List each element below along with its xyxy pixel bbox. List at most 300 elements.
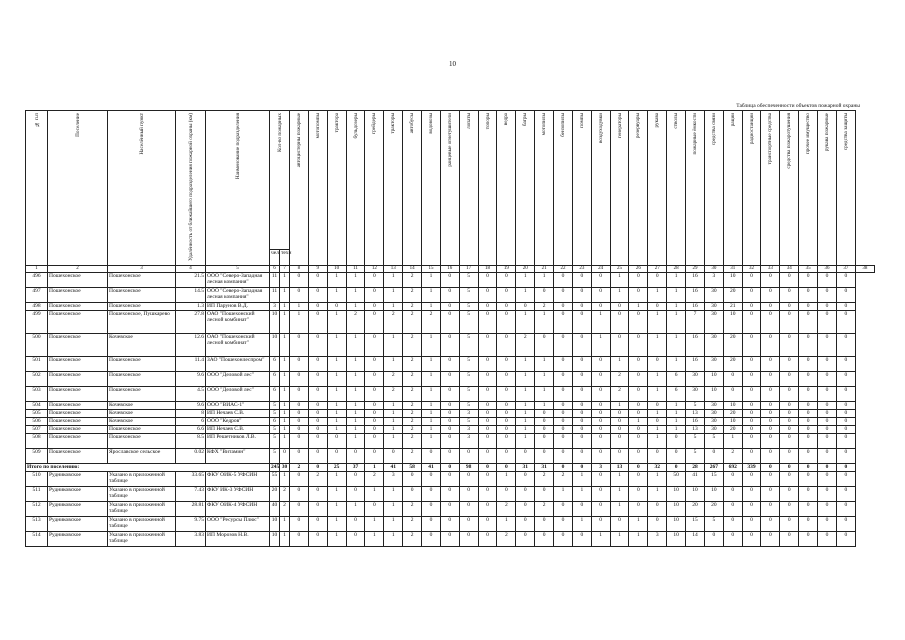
row-value: 16	[686, 417, 705, 425]
column-index: 1	[26, 265, 48, 272]
row-value: 2	[554, 471, 573, 486]
row-distance: 3.83	[176, 531, 206, 546]
total-value: 0	[572, 463, 591, 471]
row-value: 1	[346, 386, 365, 401]
row-locality: Пошехонское	[108, 272, 176, 287]
row-value: 0	[440, 287, 459, 302]
row-value: 20	[270, 486, 280, 501]
row-value: 0	[365, 356, 384, 371]
row-value: 0	[836, 356, 855, 371]
row-value: 0	[836, 302, 855, 310]
row-value: 0	[572, 448, 591, 463]
header-equipment: мотопилы	[535, 111, 554, 266]
row-value: 2	[403, 501, 422, 516]
row-value: 0	[629, 501, 648, 516]
row-locality: Указано в приложенной таблице	[108, 516, 176, 531]
row-value: 0	[554, 417, 573, 425]
row-settlement: Рудниковское	[48, 471, 108, 486]
header-equipment: стволы	[667, 111, 686, 266]
table-row	[26, 471, 875, 486]
column-index: 12	[365, 265, 384, 272]
row-value: 0	[780, 417, 799, 425]
row-value: 0	[667, 433, 686, 448]
row-value: 0	[497, 386, 516, 401]
row-value: 0	[440, 425, 459, 433]
row-number: 507	[26, 425, 48, 433]
total-value: 0	[836, 463, 855, 471]
row-value: 0	[591, 302, 610, 310]
row-value: 0	[780, 287, 799, 302]
row-value: 1	[422, 433, 441, 448]
row-organization: ООО "Северо-Западная лесная компания"	[206, 272, 270, 287]
row-value: 0	[497, 409, 516, 417]
row-value: 10	[270, 333, 280, 356]
column-index: 9	[308, 265, 327, 272]
row-value: 0	[799, 433, 818, 448]
row-value: 0	[761, 333, 780, 356]
row-value: 20	[723, 287, 742, 302]
row-value: 0	[818, 333, 837, 356]
row-value: 1	[516, 386, 535, 401]
row-value: 1	[422, 401, 441, 409]
row-value: 1	[280, 302, 290, 310]
row-value: 1	[422, 386, 441, 401]
row-number: 503	[26, 386, 48, 401]
total-value: 13	[610, 463, 629, 471]
row-value: 21	[723, 302, 742, 310]
row-value: 0	[648, 302, 667, 310]
row-value: 1	[327, 531, 346, 546]
row-value: 0	[742, 356, 761, 371]
row-value: 0	[761, 417, 780, 425]
fire-equipment-table	[25, 110, 875, 547]
column-index: 26	[629, 265, 648, 272]
row-value: 1	[554, 486, 573, 501]
column-index: 37	[836, 265, 855, 272]
header-equipment: трактора	[327, 111, 346, 266]
row-value: 0	[836, 401, 855, 409]
header-equipment: средства связи	[704, 111, 723, 266]
row-value: 0	[422, 486, 441, 501]
row-value: 1	[346, 371, 365, 386]
row-value: 0	[742, 417, 761, 425]
row-value: 1	[648, 287, 667, 302]
row-value: 0	[629, 448, 648, 463]
row-organization: ФКУ ОИК-5 УФСИН	[206, 471, 270, 486]
row-value: 1	[516, 371, 535, 386]
row-value: 1	[422, 333, 441, 356]
row-value: 0	[327, 448, 346, 463]
row-value: 0	[780, 310, 799, 333]
total-value: 2	[290, 463, 309, 471]
row-value: 1	[327, 356, 346, 371]
row-value: 1	[422, 356, 441, 371]
total-value: 0	[667, 463, 686, 471]
row-value: 0	[572, 417, 591, 425]
row-number: 508	[26, 433, 48, 448]
row-value: 0	[403, 486, 422, 501]
row-value: 0	[742, 486, 761, 501]
row-value: 0	[761, 486, 780, 501]
column-index: 10	[327, 265, 346, 272]
row-value: 0	[591, 272, 610, 287]
row-value: 0	[723, 371, 742, 386]
row-number: 502	[26, 371, 48, 386]
row-value: 0	[629, 471, 648, 486]
row-value: 0	[648, 417, 667, 425]
row-value: 1	[422, 272, 441, 287]
row-value: 1	[610, 272, 629, 287]
row-value: 0	[516, 471, 535, 486]
total-value: 31	[516, 463, 535, 471]
header-equipment: воздуходувки	[591, 111, 610, 266]
total-value: 339	[742, 463, 761, 471]
row-value: 1	[365, 531, 384, 546]
row-value: 0	[818, 287, 837, 302]
row-value: 1	[327, 425, 346, 433]
header-equipment: рукава пожарные	[818, 111, 837, 266]
row-value: 5	[459, 310, 478, 333]
row-value: 1	[365, 486, 384, 501]
row-value: 0	[290, 425, 309, 433]
total-value: 41	[384, 463, 403, 471]
row-value: 0	[780, 486, 799, 501]
row-value: 0	[648, 272, 667, 287]
column-index: 23	[572, 265, 591, 272]
row-value: 0	[723, 386, 742, 401]
row-value: 1	[516, 356, 535, 371]
row-value: 1	[422, 371, 441, 386]
column-index: 36	[818, 265, 837, 272]
row-value: 0	[761, 401, 780, 409]
total-value: 0	[761, 463, 780, 471]
row-distance: 6	[176, 417, 206, 425]
row-value: 0	[799, 448, 818, 463]
row-value: 1	[610, 401, 629, 409]
row-value: 2	[403, 386, 422, 401]
row-value: 5	[686, 433, 705, 448]
row-distance: 9.6	[176, 401, 206, 409]
row-value: 0	[440, 333, 459, 356]
row-value: 0	[478, 486, 497, 501]
row-number: 510	[26, 471, 48, 486]
row-value: 0	[780, 531, 799, 546]
row-value: 0	[346, 531, 365, 546]
row-value: 0	[497, 425, 516, 433]
row-value: 0	[308, 433, 327, 448]
row-value: 0	[535, 409, 554, 417]
row-value: 10	[667, 501, 686, 516]
row-value: 5	[270, 401, 280, 409]
row-value: 0	[742, 287, 761, 302]
row-value: 0	[591, 409, 610, 417]
total-value: 98	[459, 463, 478, 471]
table-row	[26, 409, 875, 417]
row-value: 0	[591, 287, 610, 302]
row-value: 0	[497, 310, 516, 333]
row-value: 0	[818, 486, 837, 501]
row-value: 2	[497, 531, 516, 546]
row-value: 0	[497, 433, 516, 448]
row-value: 1	[346, 272, 365, 287]
row-value: 30	[704, 302, 723, 310]
row-value: 0	[610, 516, 629, 531]
row-value: 2	[280, 501, 290, 516]
row-value: 0	[591, 516, 610, 531]
row-value: 5	[270, 409, 280, 417]
row-value: 1	[280, 471, 290, 486]
row-value: 15	[704, 471, 723, 486]
row-value: 0	[780, 272, 799, 287]
row-value: 1	[422, 417, 441, 425]
row-value: 0	[535, 448, 554, 463]
row-value: 0	[723, 531, 742, 546]
row-value: 1	[516, 417, 535, 425]
row-value: 1	[422, 409, 441, 417]
row-settlement: Пошехонское	[48, 302, 108, 310]
row-value: 2	[403, 272, 422, 287]
row-value: 0	[836, 471, 855, 486]
row-value: 1	[346, 287, 365, 302]
row-value: 0	[554, 531, 573, 546]
row-value: 0	[290, 333, 309, 356]
row-value: 0	[290, 272, 309, 287]
row-organization: ООО "Северо-Западная лесная компания"	[206, 287, 270, 302]
row-value: 0	[742, 448, 761, 463]
row-value: 0	[818, 302, 837, 310]
column-index: 3	[108, 265, 176, 272]
row-value: 41	[686, 471, 705, 486]
row-value: 0	[497, 302, 516, 310]
row-value: 1	[280, 425, 290, 433]
row-value: 5	[459, 302, 478, 310]
column-index: 5	[206, 265, 270, 272]
row-distance: 28.81	[176, 501, 206, 516]
row-value: 0	[554, 356, 573, 371]
row-settlement: Рудниковское	[48, 501, 108, 516]
row-value: 0	[818, 356, 837, 371]
total-value: 0	[780, 463, 799, 471]
row-value: 0	[478, 409, 497, 417]
row-value: 1	[516, 310, 535, 333]
row-value: 0	[440, 516, 459, 531]
column-index: 2	[48, 265, 108, 272]
row-value: 1	[280, 386, 290, 401]
row-value: 0	[459, 531, 478, 546]
row-value: 0	[572, 425, 591, 433]
table-row	[26, 417, 875, 425]
row-value: 1	[516, 433, 535, 448]
row-value: 30	[704, 409, 723, 417]
row-value: 0	[836, 501, 855, 516]
row-value: 0	[327, 433, 346, 448]
row-value: 0	[723, 471, 742, 486]
row-value: 0	[836, 531, 855, 546]
row-value: 0	[497, 287, 516, 302]
row-locality: Кочевское	[108, 417, 176, 425]
column-index: 27	[648, 265, 667, 272]
row-value: 0	[308, 409, 327, 417]
row-distance: 4.5	[176, 386, 206, 401]
table-row	[26, 302, 875, 310]
row-locality: Кочевское	[108, 401, 176, 409]
row-value: 55	[270, 471, 280, 486]
row-value: 2	[403, 417, 422, 425]
row-number: 501	[26, 356, 48, 371]
row-value: 0	[308, 516, 327, 531]
row-value: 0	[478, 417, 497, 425]
row-value: 1	[384, 531, 403, 546]
row-value: 0	[799, 333, 818, 356]
row-value: 1	[280, 333, 290, 356]
row-value: 0	[591, 401, 610, 409]
row-value: 0	[818, 425, 837, 433]
header-equipment: автоцистерны пожарные	[290, 111, 309, 266]
row-value: 1	[280, 371, 290, 386]
row-value: 6	[270, 386, 280, 401]
row-value: 0	[780, 471, 799, 486]
row-value: 30	[704, 425, 723, 433]
row-value: 6	[270, 417, 280, 425]
row-organization: ФКУ ОИК-4 УФСИН	[206, 501, 270, 516]
row-value: 0	[610, 425, 629, 433]
row-value: 0	[836, 425, 855, 433]
row-value: 16	[686, 272, 705, 287]
row-value: 0	[629, 356, 648, 371]
row-value: 1	[384, 333, 403, 356]
row-settlement: Пошехонское	[48, 371, 108, 386]
row-value: 0	[290, 417, 309, 425]
row-value: 1	[280, 417, 290, 425]
column-index: 35	[799, 265, 818, 272]
header-equipment: ранцевые огнетушители	[440, 111, 459, 266]
row-value: 1	[327, 501, 346, 516]
row-value: 1	[535, 356, 554, 371]
row-distance: 6.6	[176, 425, 206, 433]
row-value: 1	[384, 409, 403, 417]
row-value: 0	[648, 401, 667, 409]
row-value: 5	[459, 401, 478, 409]
row-value: 0	[799, 486, 818, 501]
row-value: 0	[365, 425, 384, 433]
row-value: 0	[799, 471, 818, 486]
total-value: 28	[686, 463, 705, 471]
column-index: 11	[346, 265, 365, 272]
row-value: 0	[799, 401, 818, 409]
row-value: 0	[554, 516, 573, 531]
column-index: 28	[667, 265, 686, 272]
row-value: 5	[459, 386, 478, 401]
row-value: 0	[723, 486, 742, 501]
row-value: 2	[403, 425, 422, 433]
row-value: 0	[554, 501, 573, 516]
row-locality: Пошехонское	[108, 433, 176, 448]
row-organization: ИП Морозов Н.В.	[206, 531, 270, 546]
row-value: 0	[497, 448, 516, 463]
row-value: 1	[667, 425, 686, 433]
row-value: 0	[742, 516, 761, 531]
row-value: 0	[799, 501, 818, 516]
table-row	[26, 501, 875, 516]
row-distance: 9.6	[176, 371, 206, 386]
row-organization: ИП Нечаев С.В.	[206, 409, 270, 417]
total-value: 58	[403, 463, 422, 471]
column-index: 24	[591, 265, 610, 272]
row-value: 2	[384, 386, 403, 401]
row-value: 2	[610, 371, 629, 386]
row-value: 1	[346, 401, 365, 409]
row-organization: ООО "Ресурсы Плюс"	[206, 516, 270, 531]
total-value: 245	[271, 463, 280, 470]
row-value: 0	[818, 310, 837, 333]
row-settlement: Пошехонское	[48, 448, 108, 463]
row-settlement: Рудниковское	[48, 531, 108, 546]
row-value: 0	[572, 531, 591, 546]
row-distance: 9.75	[176, 516, 206, 531]
row-value: 1	[384, 486, 403, 501]
row-value: 16	[686, 302, 705, 310]
row-value: 5	[270, 433, 280, 448]
column-index: 21	[535, 265, 554, 272]
row-value: 14	[686, 531, 705, 546]
row-value: 0	[591, 433, 610, 448]
row-value: 1	[280, 409, 290, 417]
row-value: 0	[799, 272, 818, 287]
row-value: 0	[667, 448, 686, 463]
header-equipment: транспортные средства	[761, 111, 780, 266]
row-value: 30	[704, 310, 723, 333]
row-value: 0	[365, 448, 384, 463]
total-value: 0	[554, 463, 573, 471]
row-organization: ООО "Кедров"	[206, 417, 270, 425]
row-value: 1	[572, 471, 591, 486]
row-value: 0	[761, 302, 780, 310]
row-value: 10	[723, 272, 742, 287]
row-value: 0	[572, 310, 591, 333]
row-value: 0	[818, 531, 837, 546]
row-value: 0	[742, 531, 761, 546]
total-value: 30	[280, 463, 290, 471]
row-value: 3	[384, 471, 403, 486]
row-value: 1	[667, 287, 686, 302]
row-value: 0	[704, 531, 723, 546]
header-equipment: багры	[516, 111, 535, 266]
row-value: 0	[280, 448, 290, 463]
row-value: 0	[591, 501, 610, 516]
header-equipment: рации	[723, 111, 742, 266]
column-index: 14	[403, 265, 422, 272]
row-value: 1	[572, 516, 591, 531]
row-value: 1	[384, 272, 403, 287]
row-value: 0	[384, 448, 403, 463]
row-value: 0	[290, 448, 309, 463]
row-locality: Указано в приложенной таблице	[108, 501, 176, 516]
row-value: 0	[836, 448, 855, 463]
row-value: 0	[365, 287, 384, 302]
row-settlement: Пошехонское	[48, 386, 108, 401]
row-value: 1	[648, 333, 667, 356]
column-index: 16	[440, 265, 459, 272]
table-row	[26, 287, 875, 302]
row-locality: Пошехонское	[108, 287, 176, 302]
row-value: 0	[648, 516, 667, 531]
row-value: 0	[346, 448, 365, 463]
row-distance: 21.5	[176, 272, 206, 287]
row-value: 2	[535, 501, 554, 516]
column-index: 7	[280, 265, 290, 272]
row-value: 0	[440, 302, 459, 310]
row-value: 1	[346, 302, 365, 310]
